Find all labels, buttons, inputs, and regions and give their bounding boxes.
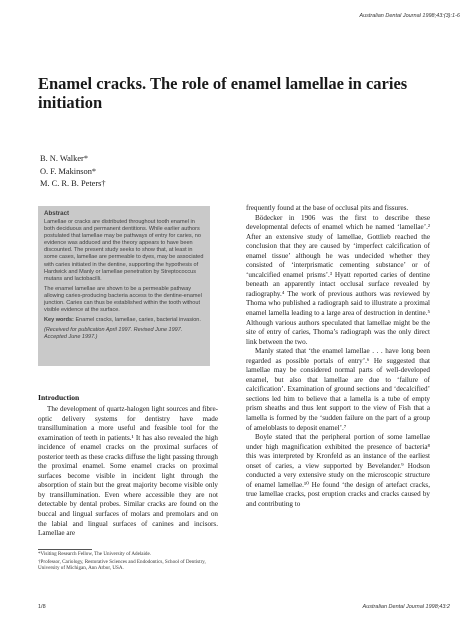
introduction-body [38,405,218,539]
page-number: 1/8 [38,604,46,610]
abstract-heading: Abstract [44,210,70,217]
right-paragraph-4: Boyle stated that the peripheral portion of some lamellae under high magnification exhibited the presence of bacteria⁸ this was interpreted by Kronfeld as an instance of the earliest onset of caries, a view supported by Bevelander.⁹ Hodson conducted a very extensive study on the microscopic structure of enamel lamellae.¹⁰ He found ‘the design of artefact cracks, true lamellae cracks, post eruption cracks and cracks caused by and contributing to [246,433,430,508]
author-3: M. C. R. B. Peters† [40,179,106,188]
footnote-1: *Visiting Research Fellow, The University of Adelaide. [38,551,152,557]
introduction-paragraph: The development of quartz-halogen light sources and fibre-optic delivery systems for dentistry have made transillumination a more useful and feasible tool for the examination of teeth in patients.¹ It has also revealed the high incidence of enamel cracks on the proximal surfaces of posterior teeth as these cracks diffuse the light passing through the proximal enamel. Some enamel cracks on proximal surfaces become visible in incident light through the absorption of stain but the great majority become visible only by transillumination. Even where accessible they are not detectable by dental probes. Similar cracks are found on the buccal and lingual surfaces of molars and premolars and on the labial and lingual surfaces of canines and incisors. Lamellae are [38,405,218,538]
received-dates: (Received for publication April 1997. Revised June 1997. Accepted June 1997.) [44,327,183,341]
abstract-paragraph-2: The enamel lamellae are shown to be a permeable pathway allowing caries-producing bacteria access to the dentine-enamel junction. Caries can thus be established within the tooth without visible evidence at the surface. [44,285,202,314]
journal-footer: Australian Dental Journal 1998;43:2 [362,604,450,610]
right-paragraph-2: Bödecker in 1906 was the first to describe these developmental defects of enamel which he named ‘lamellae’.² After an extensive study of lamellae, Gottlieb reached the conclusion that they are caused by ‘imperfect calcification of enamel tissue’ although he was undecided whether they consisted of ‘interprismatic cementing substance’ or of ‘uncalcified enamel prisms’.³ Hyatt reported caries of dentine beneath an apparently intact occlusal surface revealed by radiography.⁴ The work of previous authors was reviewed by Thoma who published a radiograph said to illustrate a proximal enamel lamella leading to a large area of destruction in dentine.⁵ Although various authors speculated that lamellae might be the site of entry of caries, Thoma’s radiograph was the only direct link between the two. [246,213,430,346]
article-title: Enamel cracks. The role of enamel lamellae in caries initiation [38,74,408,112]
abstract-box [38,206,210,366]
running-head: Australian Dental Journal 1998;43:(3):1-6 [359,13,460,19]
author-2: O. F. Makinson* [40,166,97,176]
footnote-divider [38,549,92,550]
introduction-heading: Introduction [38,393,80,402]
keywords-text: Enamel cracks, lamellae, caries, bacterial invasion. [75,317,201,324]
abstract-paragraph-1: Lamellae or cracks are distributed throughout tooth enamel in both deciduous and permanent dentitions. While earlier authors postulated that lamellae may be pathways of entry for caries, no evidence was adduced and the theory appears to have been discounted. The present study seeks to show that, at least in some cases, lamellae are permeable to dyes, may be associated with caries initiated in the dentine, supporting the hypothesis of Hardwick and Manly or lamellae penetration by Streptococcus mutans and lactobacilli. [44,219,204,282]
footnote-2: †Professor, Cariology, Restorative Sciences and Endodontics, School of Dentistry, University of Michigan, Ann Arbor, USA. [38,558,206,572]
author-list [40,153,106,191]
right-paragraph-1: frequently found at the base of occlusal pits and fissures. [246,204,409,212]
footnotes [38,551,218,573]
right-column [246,204,430,510]
author-1: B. N. Walker* [40,154,89,163]
keywords-label: Key words: [44,317,74,324]
abstract-keywords [44,317,204,324]
right-paragraph-3: Manly stated that ‘the enamel lamellae . . . have long been regarded as possible portals of entry’.⁶ He suggested that lamellae may be considered normal parts of well-developed enamel, but also that lamellae are due to ‘failure of calcification’. Examination of ground sections and ‘decalcified’ sections led him to believe that a lamella is a tube of empty prism sheaths and thus lent support to the view of Fish that a lamella is formed by the ‘sudden failure on the part of a group of ameloblasts to deposit enamel’.⁷ [246,347,430,432]
